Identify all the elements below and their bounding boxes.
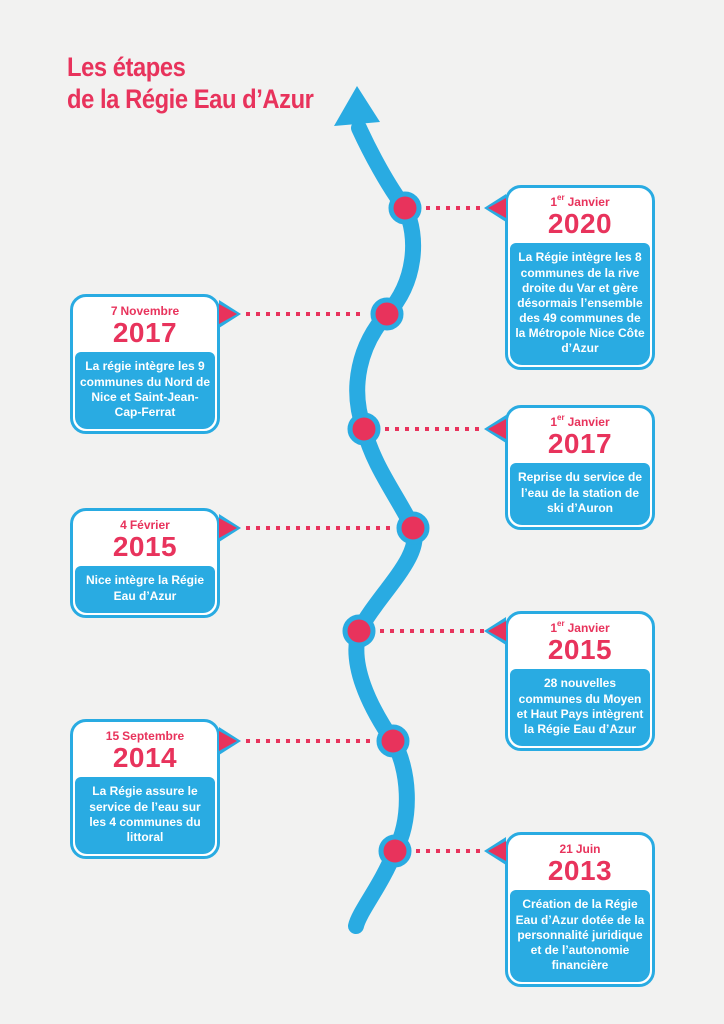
event-card-2020	[505, 185, 655, 370]
event-card-2014	[70, 719, 220, 859]
event-date-header	[508, 614, 652, 669]
event-year: 2015	[112, 531, 178, 563]
timeline-node-2017-nov	[373, 300, 401, 328]
dotted-connector	[426, 206, 484, 210]
event-date-header	[508, 408, 652, 463]
page-title-line2: de la Régie Eau d’Azur	[67, 83, 314, 114]
event-description: La Régie assure le service de l’eau sur les 4 communes du littoral	[75, 777, 215, 853]
event-date-header	[73, 722, 217, 777]
event-card-2013	[505, 832, 655, 987]
event-year: 2017	[547, 428, 613, 460]
event-date: 1er Janvier	[550, 193, 610, 209]
dotted-connector	[246, 526, 392, 530]
timeline-node-2013	[381, 837, 409, 865]
event-year: 2013	[547, 855, 613, 887]
callout-tail-icon	[219, 300, 241, 328]
callout-tail-icon	[484, 617, 506, 645]
timeline-node-2020	[391, 194, 419, 222]
event-year: 2015	[547, 634, 613, 666]
event-description: Reprise du service de l’eau de la station de ski d’Auron	[510, 463, 650, 524]
event-date: 1er Janvier	[550, 413, 610, 429]
callout-tail-icon	[484, 837, 506, 865]
callout-tail-icon	[219, 514, 241, 542]
event-date: 21 Juin	[559, 842, 601, 856]
event-description: La Régie intègre les 8 communes de la rive droite du Var et gère désormais l’ensemble des 49 communes de la Métropole Nice Côte d’Azur	[510, 243, 650, 365]
event-date: 7 Novembre	[110, 304, 180, 318]
event-year: 2017	[112, 317, 178, 349]
dotted-connector	[385, 427, 483, 431]
callout-tail-icon	[219, 727, 241, 755]
event-date-header	[508, 188, 652, 243]
event-description: 28 nouvelles communes du Moyen et Haut Pays intègrent la Régie Eau d’Azur	[510, 669, 650, 745]
event-date: 4 Février	[120, 518, 170, 532]
event-date-header	[73, 297, 217, 352]
callout-tail-icon	[484, 415, 506, 443]
event-date: 15 Septembre	[105, 729, 185, 743]
event-description: La régie intègre les 9 communes du Nord de Nice et Saint-Jean-Cap-Ferrat	[75, 352, 215, 428]
event-date-header	[73, 511, 217, 566]
callout-tail-icon	[484, 194, 506, 222]
event-description: Création de la Régie Eau d’Azur dotée de la personnalité juridique et de l’autonomie financière	[510, 890, 650, 982]
event-date: 1er Janvier	[550, 619, 610, 635]
dotted-connector	[246, 312, 366, 316]
dotted-connector	[246, 739, 372, 743]
page-title-line1: Les étapes	[67, 52, 186, 82]
event-description: Nice intègre la Régie Eau d’Azur	[75, 566, 215, 612]
dotted-connector	[380, 629, 484, 633]
event-card-2017-nov	[70, 294, 220, 434]
event-year: 2020	[547, 208, 613, 240]
event-card-2015-jan	[505, 611, 655, 751]
up-arrow-icon	[334, 86, 380, 126]
timeline-node-2014	[379, 727, 407, 755]
event-year: 2014	[112, 742, 178, 774]
event-date-header	[508, 835, 652, 890]
event-card-2015-fev	[70, 508, 220, 618]
dotted-connector	[416, 849, 484, 853]
timeline-node-2015-fev	[399, 514, 427, 542]
timeline-node-2017-jan	[350, 415, 378, 443]
event-card-2017-jan	[505, 405, 655, 530]
timeline-node-2015-jan	[345, 617, 373, 645]
